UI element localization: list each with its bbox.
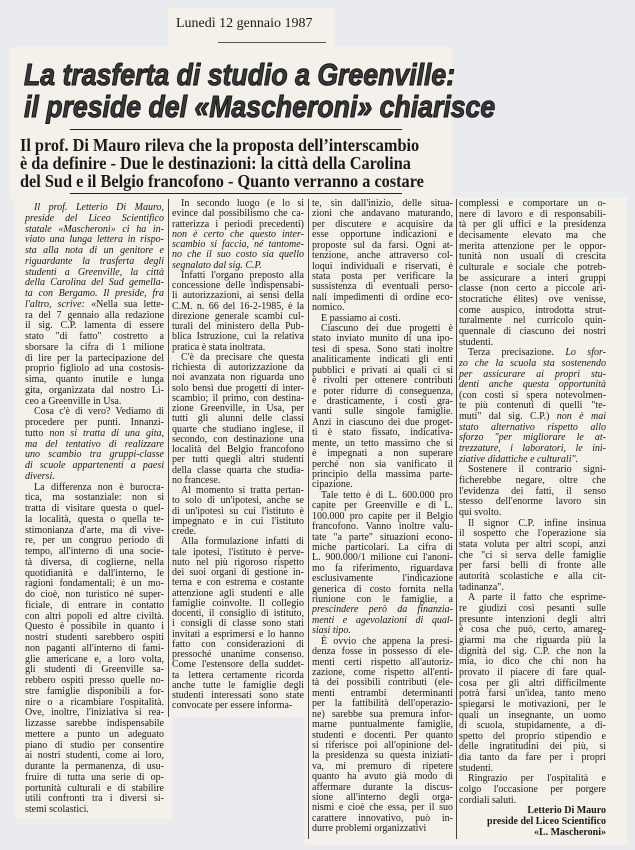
article-column-3	[312, 199, 453, 835]
signature-line: preside del Liceo Scientifico	[487, 816, 606, 828]
text: Sostenere il contrario signi-	[468, 464, 606, 476]
italic-text: stato alternativo rispetto allo	[459, 421, 606, 433]
text: classe (non certo a piccole ari-	[459, 283, 606, 295]
text: stre famiglie disponibili a for-	[25, 685, 164, 697]
text: rebbero ospiti presso quelle no-	[25, 675, 164, 686]
text: ficherebbe negare, oltre che	[459, 475, 606, 487]
text: nire o a ricambiare l'ospitalità.	[25, 696, 164, 708]
column-divider	[168, 199, 169, 717]
text: pratica è stata inoltrata.	[172, 341, 266, 353]
text: di scuola, stupidamente, a di-	[459, 720, 606, 732]
text: solo bensì due progetti di inter-	[172, 382, 304, 394]
text: Il signor C.P. infine insinua	[468, 517, 606, 529]
text: stato inviato munito di una ipo-	[312, 333, 453, 345]
text: ceo a Greenville in Usa.	[25, 395, 122, 407]
text: che "ci si serva delle famiglie	[459, 549, 606, 561]
text: blica Istruzione, cui la relativa	[172, 331, 304, 343]
text: Questo è possibile in quanto i	[25, 621, 164, 633]
text: zione Greenville, in Usa, per	[172, 403, 304, 414]
italic-text: Il prof. Letterio Di Mauro,	[34, 202, 164, 213]
text: miche particolari. La cifra di	[312, 541, 453, 553]
italic-text: ziative didattiche e culturali".	[459, 453, 579, 465]
text: muti" dal sig. C.P.)	[459, 411, 550, 423]
text: durre problemi organizzativi	[312, 823, 427, 835]
text: denza fosse in possesso di ele-	[312, 646, 453, 658]
text: delle ingratitudini dei più, si	[459, 741, 606, 753]
text: menti certi rispetto all'autoriz-	[312, 656, 453, 668]
headline-rule	[70, 129, 402, 130]
text: fruire di tutta una serie di op-	[25, 771, 164, 783]
column-divider	[456, 199, 457, 839]
text: te, sin dall'inizio, delle situa-	[312, 198, 453, 209]
text: tà dei possibili contributi (ele-	[312, 677, 453, 689]
text: dignità del sig. C.P. che non la	[459, 645, 606, 657]
text: L. 900.000/1 milione cui l'anoni-	[312, 552, 453, 564]
text: tà diversa, di coglierne, nella	[25, 556, 164, 568]
text: sione all'interno degli orga-	[312, 792, 453, 804]
text: tutto	[25, 427, 44, 439]
text: presunte intenzioni degli altri	[459, 613, 606, 625]
italic-text: uno scambio tra gruppi-classe	[25, 449, 164, 461]
text: loqui individuali e riservati, è	[312, 260, 453, 272]
subheadline-line-2: è da definire - Due le destinazioni: la città della Carolina	[20, 153, 411, 173]
text: con altri popoli ed altre civiltà.	[25, 610, 164, 622]
italic-text: prescindere però da finanzia-	[312, 604, 453, 616]
text: tate "a parte" situazioni econo-	[312, 531, 453, 543]
text: C.M. n. 66 del 16-2-1985, è la	[172, 300, 304, 312]
text: evince dal possibilismo che ca-	[172, 208, 304, 220]
text: (con costi si spera notevolmen-	[459, 389, 606, 401]
text: generica di costo fornita nella	[312, 583, 453, 595]
text: scambio; il primo, con destina-	[172, 392, 304, 404]
date-clipping	[168, 8, 334, 50]
italic-text: della Carolina del Sud gemella-	[25, 277, 164, 289]
date-rule	[218, 42, 326, 43]
text: per la fattibilità dell'operazio-	[312, 698, 453, 710]
text: principio della massima parte-	[312, 468, 453, 480]
text: mia, io dico che chi non ha	[459, 656, 606, 668]
italic-text: l'altro, scrive:	[25, 298, 85, 310]
text: qui svolto.	[459, 507, 502, 519]
italic-text: viato una lunga lettera in rispo-	[25, 234, 164, 246]
italic-text: denti anche questa opportunità	[459, 379, 606, 391]
text: lizzasse sarebbe indispensabile	[25, 718, 164, 729]
text: nuto nel più rigoroso rispetto	[172, 556, 304, 568]
text: tesi di spesa. Sono stati inoltre	[312, 343, 453, 355]
italic-text: sforzo "per migliorare le at-	[459, 432, 606, 444]
text: docenti, il consiglio di istituto,	[172, 608, 304, 619]
text: merita attenzione per le oppor-	[459, 240, 606, 252]
text: i consigli di classe sono stati	[172, 618, 304, 630]
text: durante la permanenza, di usu-	[25, 761, 164, 772]
text: tica, ma sostanziale: non si	[25, 492, 164, 504]
text: ficiale, di entrare in contatto	[25, 599, 164, 611]
text: la presidenza su questa iniziati-	[312, 750, 453, 762]
text: Terza precisazione.	[468, 347, 554, 359]
italic-text: siasi tipo.	[312, 625, 351, 637]
text: cipazione.	[312, 479, 353, 491]
text: piano di studio per consentire	[25, 739, 164, 751]
text: il sospetto che l'operazione sia	[459, 528, 606, 540]
text: di un'ipotesi su cui l'istituto è	[172, 505, 304, 517]
text: spiegarsi le motivazioni, per le	[459, 698, 606, 710]
text: concessione delle indispensabi-	[172, 280, 304, 291]
text: 100.000 pro capite per il Belgio	[312, 510, 453, 522]
text: quali un insegnante, un uomo	[459, 709, 606, 721]
text: vanti sulle singole famiglie.	[312, 406, 453, 418]
text: ra del 7 gennaio alla redazione	[25, 309, 164, 321]
text: decisamente elevato ma che	[459, 229, 606, 241]
text: terna e con estrema e costante	[172, 577, 304, 589]
text: secondo, con destinazione una	[172, 433, 304, 445]
italic-text: studenti a Greenville, la città	[25, 266, 164, 278]
text: no francese.	[172, 474, 221, 486]
text: anche tutte le famiglie degli	[172, 679, 304, 691]
text: marne puntualmente famiglie,	[312, 719, 453, 731]
publication-date: Lunedì 12 gennaio 1987	[176, 16, 313, 31]
text: località del Belgio francofono	[172, 444, 304, 455]
text: gli studenti di Greenville sa-	[25, 664, 164, 676]
subheadline-rule	[70, 193, 402, 194]
text: stocratiche élites) ove venisse,	[459, 293, 606, 305]
text: è impegnati a non superare	[312, 448, 453, 460]
text: quanto ha avuto già modo di	[312, 771, 453, 783]
text: Ove, inoltre, l'iniziativa si rea-	[25, 707, 164, 719]
text: stimonianza d'arte, ma di vive-	[25, 524, 164, 536]
italic-text: Lo sfor-	[565, 347, 606, 359]
italic-text: non è certo che questo inter-	[172, 228, 304, 240]
text-line	[312, 824, 453, 834]
italic-text: trezzature, i laboratori, le ini-	[459, 443, 606, 455]
text: procedere per punti. Innanzi-	[25, 417, 164, 428]
signature-line: Letterio Di Mauro	[527, 805, 606, 817]
text: spetto del proprio stipendio e	[459, 730, 606, 742]
italic-text: no che il suo costo sia quello	[172, 249, 304, 261]
text: esse opportune indicazioni e	[312, 229, 453, 241]
text: cosa per gli altri difficilmente	[459, 677, 606, 689]
text: e poter ridurre di conseguenza,	[312, 385, 453, 397]
headline-line-2: il preside del «Mascheroni» chiarisce	[24, 89, 496, 124]
text: utili confronti tra i diversi si-	[25, 793, 164, 805]
text: mente, un tetto massimo che si	[312, 437, 453, 449]
text: A parte il fatto che esprime-	[468, 592, 606, 604]
text: complessi e comportare un o-	[459, 198, 606, 209]
text: richiesta di autorizzazione da	[172, 362, 304, 373]
text: tenzione, anche attraverso col-	[312, 250, 453, 262]
text: Come l'estensore della suddet-	[172, 659, 304, 671]
text: la località, questa o quella te-	[25, 513, 164, 525]
text: crede.	[172, 526, 197, 537]
text: Cosa c'è di vero? Vediamo di	[34, 406, 164, 418]
text: portunità culturali e di stabilire	[25, 782, 164, 794]
text: to solo di un'ipotesi, anche se	[172, 495, 304, 507]
text: stata voluta per altri scopi, anzi	[459, 539, 606, 550]
text: menti entrambi determinanti	[312, 687, 453, 699]
text: fatto con considerazioni di	[172, 638, 304, 650]
text: «Nella sua lette-	[91, 298, 165, 310]
text: zioni che andavano maturando,	[312, 208, 453, 220]
text: nostri studenti sarebbero ospiti	[25, 632, 164, 643]
text: va, mi premuro di ripetere	[312, 760, 453, 772]
italic-text: di scuole appartenenti a paesi	[25, 460, 164, 471]
article-column-2	[172, 199, 304, 712]
text: il sig. C.P. lamenta di essere	[25, 320, 164, 332]
text: mettere a punto un adeguato	[25, 728, 164, 740]
text: tà per gli uffici e la presidenza	[459, 219, 606, 231]
text: per discutere e acquisire da	[312, 218, 453, 230]
text: La differenza non è burocra-	[34, 481, 164, 493]
text: sborsare la cifra di 1 milione	[25, 341, 164, 353]
text: zazione, come rispetto all'enti-	[312, 666, 453, 678]
italic-text: segnalato dal sig. C.P.	[172, 259, 262, 271]
text: l'evidenza dei fatti, il senso	[459, 485, 606, 497]
text: nere di lavoro e di responsabili-	[459, 208, 606, 220]
text: invitati a esprimersi e lo hanno	[172, 628, 304, 640]
signature-line: «L. Mascheroni»	[533, 826, 606, 838]
text: riunione con le famiglie, a	[312, 594, 453, 606]
text: nali impedimenti di ordine eco-	[312, 291, 453, 303]
text: quarte che studiano inglese, il	[172, 423, 304, 435]
text: Infatti l'organo preposto alla	[181, 269, 304, 281]
text: tadinanza".	[459, 581, 504, 593]
text: noi avanzata non riguarda uno	[172, 372, 304, 384]
text: quotidianità e dall'interno, le	[25, 567, 164, 579]
italic-text: menti e agevolazioni di qual-	[312, 614, 453, 626]
text: non paganti all'interno di fami-	[25, 642, 164, 654]
text: pubblici e privati ai quali ci si	[312, 364, 453, 376]
text: re, per un congruo periodo di	[25, 535, 164, 547]
italic-text: scambio si faccia, né tantome-	[172, 239, 304, 250]
text: per tutti quegli altri studenti	[172, 454, 304, 466]
text: stata posta per verificare la	[312, 270, 453, 282]
text: sima, quanto inutile e lunga	[25, 374, 164, 385]
text: proposte sul da farsi. Ogni at-	[312, 239, 453, 251]
subheadline-line-3: del Sud e il Belgio francofono - Quanto verranno a costare	[20, 171, 424, 191]
text: mo fa riferimento, riguardava	[312, 562, 453, 574]
text: tratta di visitare questa o quel-	[25, 503, 164, 514]
italic-text: riguardante la trasferta degli	[25, 255, 164, 267]
italic-text: ta con Bergamo. Il preside, fra	[25, 288, 164, 299]
text: studenti e docenti. Per quanto	[312, 729, 453, 741]
italic-text: non si tratta di una gita,	[49, 427, 165, 439]
text: tempo, all'interno di una socie-	[25, 546, 164, 557]
italic-text: preside del Liceo Scientifico	[25, 212, 164, 224]
text: esclusivamente l'indicazione	[312, 573, 453, 585]
text: stemi scolastici.	[25, 804, 89, 815]
italic-text: statale «Mascheroni» ci ha in-	[25, 223, 164, 235]
text: studenti.	[459, 762, 494, 774]
text: turalmente nel curricolo quin-	[459, 315, 606, 327]
text: impegnato e in cui l'istituto	[172, 515, 304, 527]
text: stesso dell'enorme lavoro sin	[459, 496, 606, 508]
text: provato il piacere di fare qual-	[459, 666, 606, 678]
text: tunità non usuali di crescita	[459, 251, 606, 263]
italic-text: non è mai	[556, 411, 606, 423]
text: è cosa che può, certo, amareg-	[459, 624, 606, 636]
text: autorità scolastiche e alla cit-	[459, 570, 606, 582]
text-line	[172, 701, 304, 711]
italic-text: zo che la scuola sta sostenendo	[459, 357, 606, 369]
text: studenti.	[459, 336, 494, 348]
text: gita, organizzata dal nostro Li-	[25, 384, 164, 396]
text: C'è da precisare che questa	[181, 351, 304, 363]
text: cordiali saluti.	[459, 794, 517, 806]
article-column-4	[459, 199, 606, 838]
text: ta lettera certamente ricorda	[172, 669, 304, 681]
column-divider	[308, 199, 309, 839]
text: te più contenuti di quelli "te-	[459, 400, 606, 412]
text: carattere innovativo, può in-	[312, 812, 453, 824]
text: Ringrazio per l'ospitalità e	[468, 773, 606, 785]
italic-text: diversi.	[25, 470, 55, 482]
text: dei suoi organi di gestione in-	[172, 567, 304, 578]
text: pressoché unanime consenso.	[172, 649, 304, 660]
text: be assicurare a interi gruppi	[459, 272, 606, 284]
text: ti è stato fissato, indicativa-	[312, 427, 453, 439]
text: studenti interessati sono state	[172, 690, 304, 701]
text: Ciascuno dei due progetti è	[321, 323, 453, 335]
text: capite per Greenville e di L.	[312, 500, 453, 512]
text: della classe quarta che studia-	[172, 464, 304, 476]
text: colgo l'occasione per porgere	[459, 784, 606, 796]
text: francofono. Vanno inoltre valu-	[312, 521, 453, 533]
text: convocate per essere informa-	[172, 700, 293, 712]
text: giarmi ma che riguarda più la	[459, 634, 606, 646]
text: Tale tetto è di L. 600.000 pro	[321, 489, 453, 501]
text: E passiamo ai costi.	[321, 312, 401, 324]
text-line	[25, 805, 164, 816]
text: nismi e cioè che essa, per il suo	[312, 802, 453, 814]
text: In secondo luogo (e lo si	[181, 198, 304, 209]
text: nomico.	[312, 302, 345, 314]
text: Anzi in ciascuno dei due proget-	[312, 416, 453, 428]
text: come auspico, introdotta strut-	[459, 304, 606, 316]
text: re giudizi così pesanti sulle	[459, 602, 606, 614]
text: affermare durante la discus-	[312, 781, 453, 793]
subheadline-line-1: Il prof. Di Mauro rileva che la proposta dell’interscambio	[20, 135, 420, 155]
italic-text: sta alla nota di un genitore e	[25, 245, 164, 256]
italic-text: per assicurare ai propri stu-	[459, 368, 606, 380]
text: ragioni fondamentali; è un mo-	[25, 578, 164, 590]
headline-clipping	[10, 47, 496, 199]
text: li autorizzazioni, ai sensi della	[172, 290, 304, 302]
text: e drasticamente, i costi gra-	[312, 396, 453, 408]
text: tale ipotesi, l'istituto è perve-	[172, 546, 304, 558]
text: attenzione agli studenti e alle	[172, 587, 304, 599]
italic-text: ma del tentativo di realizzare	[25, 438, 164, 450]
text: stato "di fatto" costretto a	[25, 331, 164, 342]
text: ratterizza i periodi precedenti)	[172, 218, 304, 230]
text: si riferisce poi all'opinione del-	[312, 739, 453, 751]
headline-line-1: La trasferta di studio a Greenville:	[24, 57, 456, 92]
text: glie americane e, a loro volta,	[25, 653, 164, 665]
text: culturale e sociale che potreb-	[459, 261, 606, 273]
text: potrà farsi un'idea, tanto meno	[459, 688, 606, 700]
text: quennale di ciascuno dei nostri	[459, 325, 606, 337]
text: Alla formulazione infatti di	[181, 536, 304, 548]
text: è rivolti per ottenere contributi	[312, 375, 453, 387]
text: ai nostri studenti, come ai loro,	[25, 750, 164, 762]
text: Al momento si tratta pertan-	[181, 485, 304, 496]
text: proprio figliolo ad una costosis-	[25, 363, 164, 375]
article-column-1	[25, 203, 164, 816]
text: tutti gli alunni delle classi	[172, 413, 304, 425]
text: dia tanto da fare per i propri	[459, 752, 606, 764]
text: per farsi belli di fronte alle	[459, 560, 606, 572]
text: do cioè, non turistico né super-	[25, 589, 164, 600]
text: di lire per la partecipazione del	[25, 352, 164, 364]
text: È ovvio che appena la presi-	[321, 635, 453, 647]
text: turali del ministero della Pub-	[172, 321, 304, 332]
text: famiglie coinvolte. Il collegio	[172, 597, 304, 609]
text: analiticamente indicati gli enti	[312, 354, 453, 366]
text: perché non sia vanificato il	[312, 458, 453, 470]
text: sussistenza di eventuali perso-	[312, 281, 453, 293]
text: ne) sarebbe sua premura infor-	[312, 708, 453, 720]
text: direzione generale scambi cul-	[172, 310, 304, 322]
